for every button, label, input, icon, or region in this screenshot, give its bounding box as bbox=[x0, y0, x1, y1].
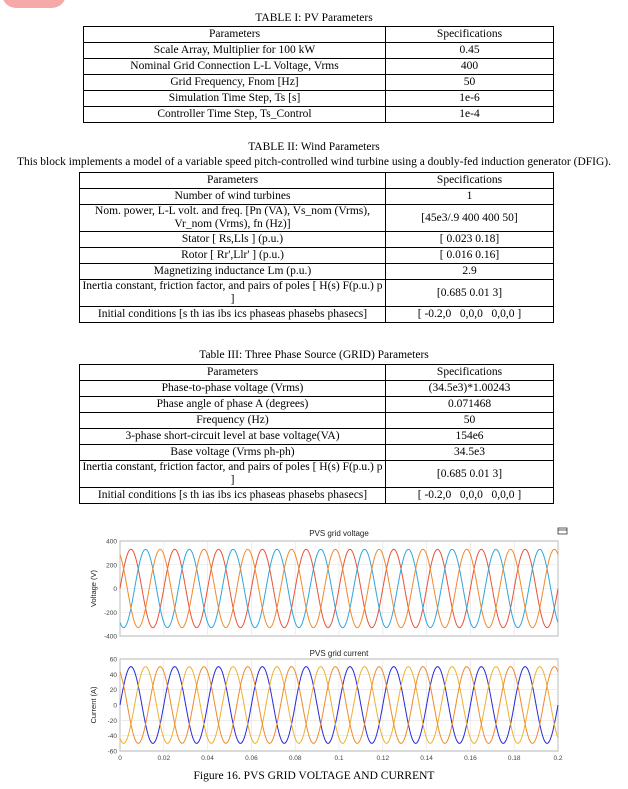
specification-cell: 50 bbox=[386, 75, 554, 91]
voltage-y-tick-label: 200 bbox=[106, 562, 117, 570]
table-row bbox=[84, 59, 554, 75]
current-y-tick-label: 20 bbox=[109, 687, 117, 695]
voltage-chart-title: PVS grid voltage bbox=[309, 529, 369, 538]
table-header-row bbox=[80, 173, 554, 189]
x-tick-label: 0.04 bbox=[201, 755, 214, 762]
parameter-cell: Grid Frequency, Fnom [Hz] bbox=[84, 75, 386, 91]
table-row bbox=[80, 232, 554, 248]
table-row bbox=[80, 264, 554, 280]
specification-cell: [0.685 0.01 3] bbox=[386, 461, 554, 488]
specification-cell: 2.9 bbox=[386, 264, 554, 280]
parameter-cell: Number of wind turbines bbox=[80, 189, 386, 205]
dock-icon bbox=[558, 528, 567, 534]
specification-cell: 0.071468 bbox=[386, 397, 554, 413]
specification-cell: [0.685 0.01 3] bbox=[386, 280, 554, 307]
x-tick-label: 0.08 bbox=[288, 755, 302, 762]
table-header-cell: Specifications bbox=[386, 365, 554, 381]
table-header-cell: Parameters bbox=[84, 27, 386, 43]
parameter-cell: Phase angle of phase A (degrees) bbox=[80, 397, 386, 413]
table-row bbox=[80, 429, 554, 445]
parameter-cell: Magnetizing inductance Lm (p.u.) bbox=[80, 264, 386, 280]
parameter-cell: Nominal Grid Connection L-L Voltage, Vrms bbox=[84, 59, 386, 75]
table-row bbox=[80, 413, 554, 429]
x-tick-label: 0 bbox=[118, 755, 122, 762]
specification-cell: 50 bbox=[386, 413, 554, 429]
parameter-cell: Inertia constant, friction factor, and pairs of poles [ H(s) F(p.u.) p ] bbox=[80, 280, 386, 307]
corner-decoration bbox=[2, 0, 66, 8]
specification-cell: 1 bbox=[386, 189, 554, 205]
specification-cell: [ 0.023 0.18] bbox=[386, 232, 554, 248]
x-tick-label: 0.02 bbox=[157, 755, 171, 762]
table-header-cell: Parameters bbox=[80, 173, 386, 189]
specification-cell: 400 bbox=[386, 59, 554, 75]
parameter-cell: Rotor [ Rr',Llr' ] (p.u.) bbox=[80, 248, 386, 264]
current-y-axis-label: Current (A) bbox=[89, 686, 98, 724]
table-row bbox=[80, 381, 554, 397]
table-header-cell: Parameters bbox=[80, 365, 386, 381]
table-header-row bbox=[84, 27, 554, 43]
table-row bbox=[84, 43, 554, 59]
current-y-tick-label: 0 bbox=[113, 702, 117, 710]
table-row bbox=[80, 445, 554, 461]
figure-svg bbox=[80, 526, 570, 771]
wind-parameters-table bbox=[79, 172, 554, 323]
parameter-cell: Base voltage (Vrms ph-ph) bbox=[80, 445, 386, 461]
x-tick-label: 0.06 bbox=[245, 755, 258, 762]
table-row bbox=[80, 189, 554, 205]
parameter-cell: Frequency (Hz) bbox=[80, 413, 386, 429]
parameter-cell: Inertia constant, friction factor, and pairs of poles [ H(s) F(p.u.) p ] bbox=[80, 461, 386, 488]
table1-caption: TABLE I: PV Parameters bbox=[255, 12, 373, 24]
current-y-tick-label: -60 bbox=[107, 748, 117, 756]
table-row bbox=[84, 107, 554, 123]
parameter-cell: Stator [ Rs,Lls ] (p.u.) bbox=[80, 232, 386, 248]
grid-parameters-table bbox=[79, 364, 554, 504]
table2-intro: This block implements a model of a variable speed pitch-controlled wind turbine using a doubly-fed induction generator (DFIG). bbox=[16, 156, 611, 168]
specification-cell: 1e-6 bbox=[386, 91, 554, 107]
voltage-y-tick-label: -200 bbox=[103, 609, 117, 617]
table-row bbox=[84, 75, 554, 91]
voltage-y-tick-label: 400 bbox=[106, 538, 117, 546]
voltage-y-tick-label: -400 bbox=[103, 633, 117, 641]
x-tick-label: 0.12 bbox=[376, 755, 390, 762]
table-row bbox=[80, 307, 554, 323]
specification-cell: [ -0.2,0 0,0,0 0,0,0 ] bbox=[386, 488, 554, 504]
table3-caption: Table III: Three Phase Source (GRID) Parameters bbox=[199, 349, 429, 361]
table-header-cell: Specifications bbox=[386, 27, 554, 43]
table-row bbox=[80, 461, 554, 488]
specification-cell: [45e3/.9 400 400 50] bbox=[386, 205, 554, 232]
voltage-y-axis-label: Voltage (V) bbox=[89, 569, 98, 608]
parameter-cell: Nom. power, L-L volt. and freq. [Pn (VA), Vs_nom (Vrms), Vr_nom (Vrms), fn (Hz)] bbox=[80, 205, 386, 232]
table-row bbox=[80, 397, 554, 413]
table-row bbox=[80, 280, 554, 307]
table-row bbox=[84, 91, 554, 107]
pv-parameters-table bbox=[83, 26, 554, 123]
current-y-tick-label: -40 bbox=[107, 733, 117, 741]
specification-cell: 0.45 bbox=[386, 43, 554, 59]
specification-cell: (34.5e3)*1.00243 bbox=[386, 381, 554, 397]
x-tick-label: 0.16 bbox=[464, 755, 477, 762]
table-row bbox=[80, 488, 554, 504]
specification-cell: [ 0.016 0.16] bbox=[386, 248, 554, 264]
parameter-cell: Controller Time Step, Ts_Control bbox=[84, 107, 386, 123]
parameter-cell: 3-phase short-circuit level at base voltage(VA) bbox=[80, 429, 386, 445]
table-header-cell: Specifications bbox=[386, 173, 554, 189]
x-tick-label: 0.18 bbox=[507, 755, 521, 762]
current-y-tick-label: 40 bbox=[109, 671, 117, 679]
parameter-cell: Scale Array, Multiplier for 100 kW bbox=[84, 43, 386, 59]
table-row bbox=[80, 248, 554, 264]
x-tick-label: 0.2 bbox=[553, 755, 563, 762]
table-row bbox=[80, 205, 554, 232]
voltage-y-tick-label: 0 bbox=[113, 586, 117, 593]
grid-voltage-current-figure bbox=[80, 526, 570, 771]
specification-cell: 154e6 bbox=[386, 429, 554, 445]
figure-caption: Figure 16. PVS GRID VOLTAGE AND CURRENT bbox=[193, 770, 435, 782]
parameter-cell: Initial conditions [s th ias ibs ics phaseas phasebs phasecs] bbox=[80, 307, 386, 323]
current-y-tick-label: -20 bbox=[107, 717, 117, 725]
current-chart-title: PVS grid current bbox=[309, 649, 369, 658]
current-y-tick-label: 60 bbox=[109, 656, 117, 664]
x-tick-label: 0.1 bbox=[334, 755, 344, 762]
x-tick-label: 0.14 bbox=[420, 755, 433, 762]
table-header-row bbox=[80, 365, 554, 381]
specification-cell: [ -0.2,0 0,0,0 0,0,0 ] bbox=[386, 307, 554, 323]
specification-cell: 1e-4 bbox=[386, 107, 554, 123]
parameter-cell: Simulation Time Step, Ts [s] bbox=[84, 91, 386, 107]
parameter-cell: Initial conditions [s th ias ibs ics phaseas phasebs phasecs] bbox=[80, 488, 386, 504]
table2-caption: TABLE II: Wind Parameters bbox=[248, 141, 380, 153]
parameter-cell: Phase-to-phase voltage (Vrms) bbox=[80, 381, 386, 397]
specification-cell: 34.5e3 bbox=[386, 445, 554, 461]
